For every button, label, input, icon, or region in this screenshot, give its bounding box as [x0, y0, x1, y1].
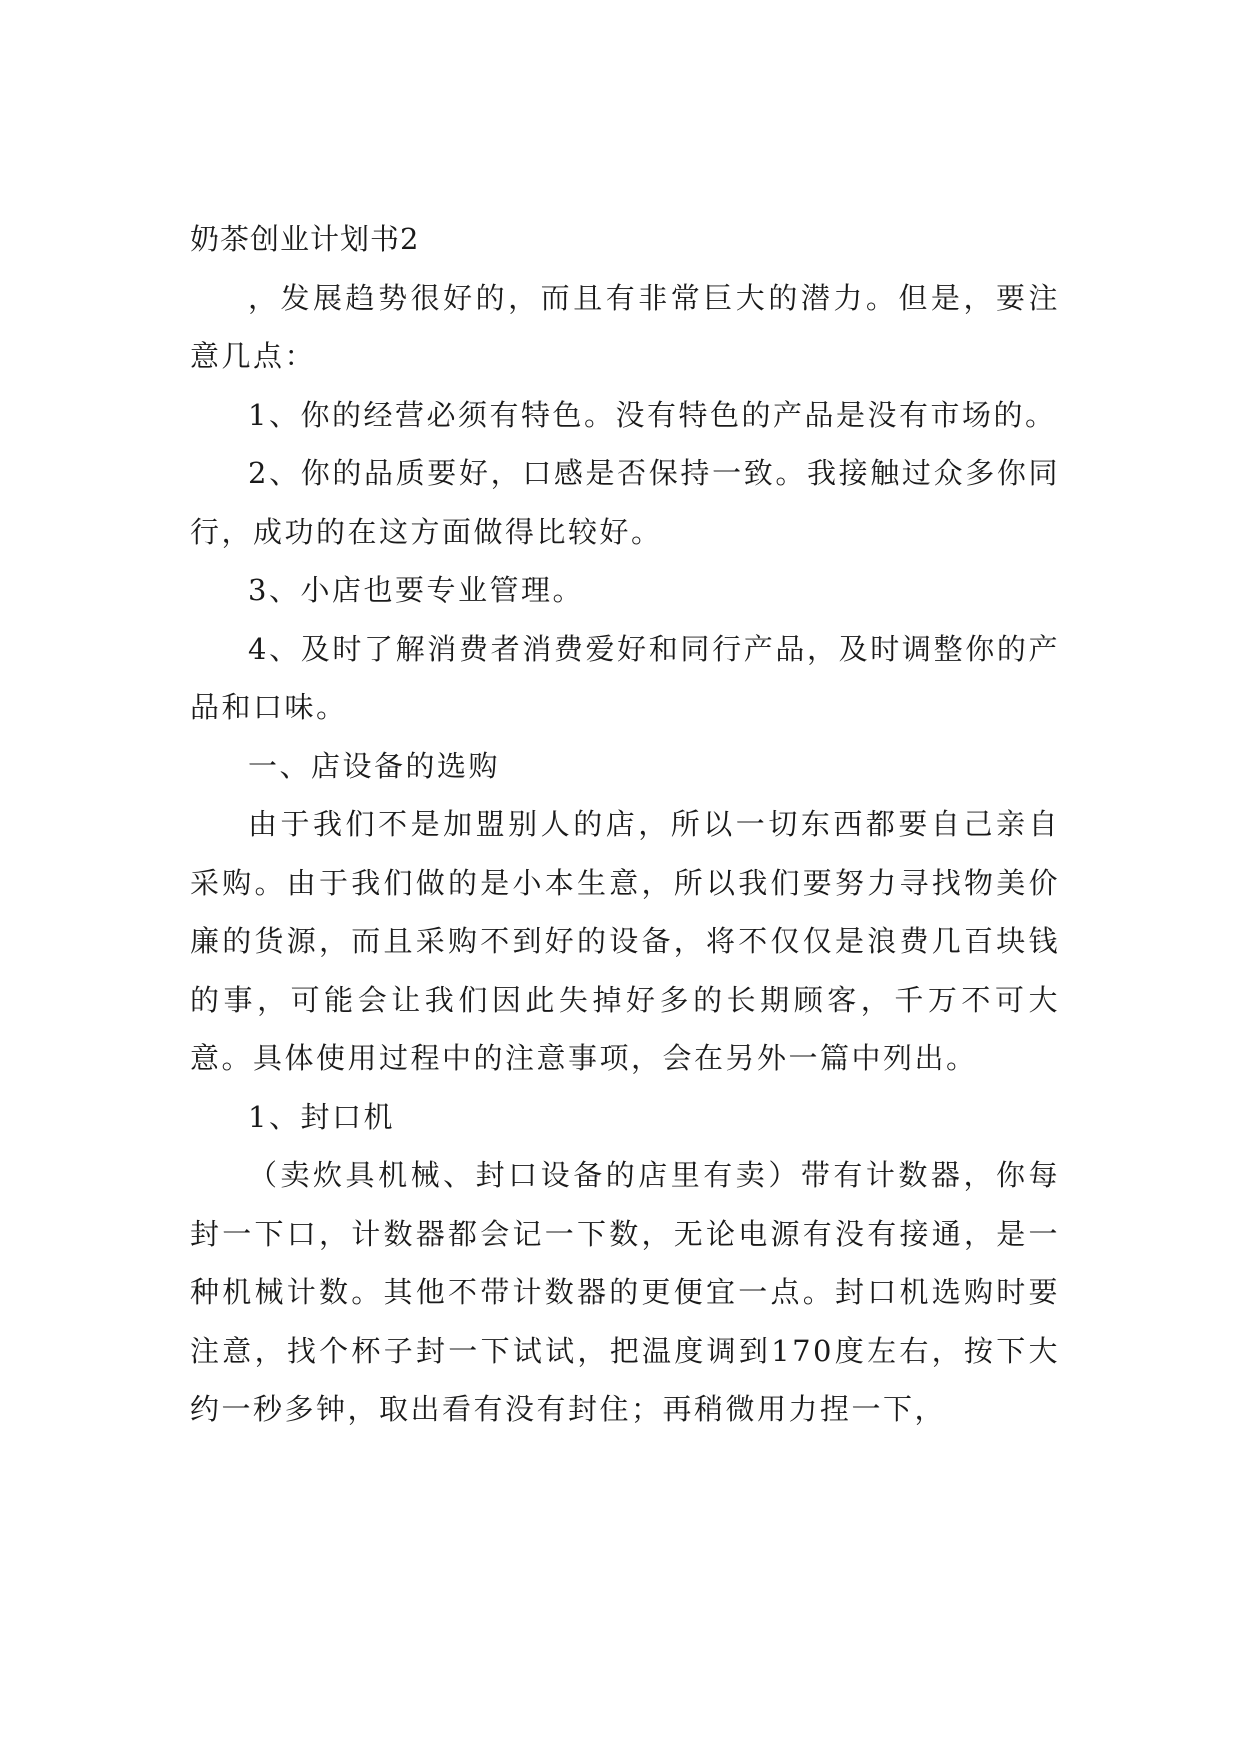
paragraph-sealing-machine: （卖炊具机械、封口设备的店里有卖）带有计数器，你每封一下口，计数器都会记一下数，无论电源有没有接通，是一种机械计数。其他不带计数器的更便宜一点。封口机选购时要注意，找个杯子封一下试试，把温度调到170度左右，按下大约一秒多钟，取出看有没有封住；再稍微用力捏一下， [190, 1158, 1060, 1426]
paragraph-point-4: 4、及时了解消费者消费爱好和同行产品，及时调整你的产品和口味。 [190, 631, 1060, 724]
document-body [190, 210, 1060, 1439]
subheading-sealing-machine: 1、封口机 [248, 1099, 395, 1134]
paragraph-point-2: 2、你的品质要好，口感是否保持一致。我接触过众多你同行，成功的在这方面做得比较好。 [190, 456, 1060, 549]
paragraph-point-3: 3、小店也要专业管理。 [248, 573, 584, 607]
paragraph-point-1: 1、你的经营必须有特色。没有特色的产品是没有市场的。 [248, 397, 1057, 432]
paragraph-equipment-intro: 由于我们不是加盟别人的店，所以一切东西都要自己亲自采购。由于我们做的是小本生意，所以我们要努力寻找物美价廉的货源，而且采购不到好的设备，将不仅仅是浪费几百块钱的事，可能会让我们因此失掉好多的长期顾客，千万不可大意。具体使用过程中的注意事项，会在另外一篇中列出。 [190, 807, 1060, 1075]
document-title: 奶茶创业计划书2 [190, 222, 420, 256]
paragraph-intro: ，发展趋势很好的，而且有非常巨大的潜力。但是，要注意几点： [190, 280, 1060, 373]
section-heading-equipment: 一、店设备的选购 [248, 748, 501, 783]
